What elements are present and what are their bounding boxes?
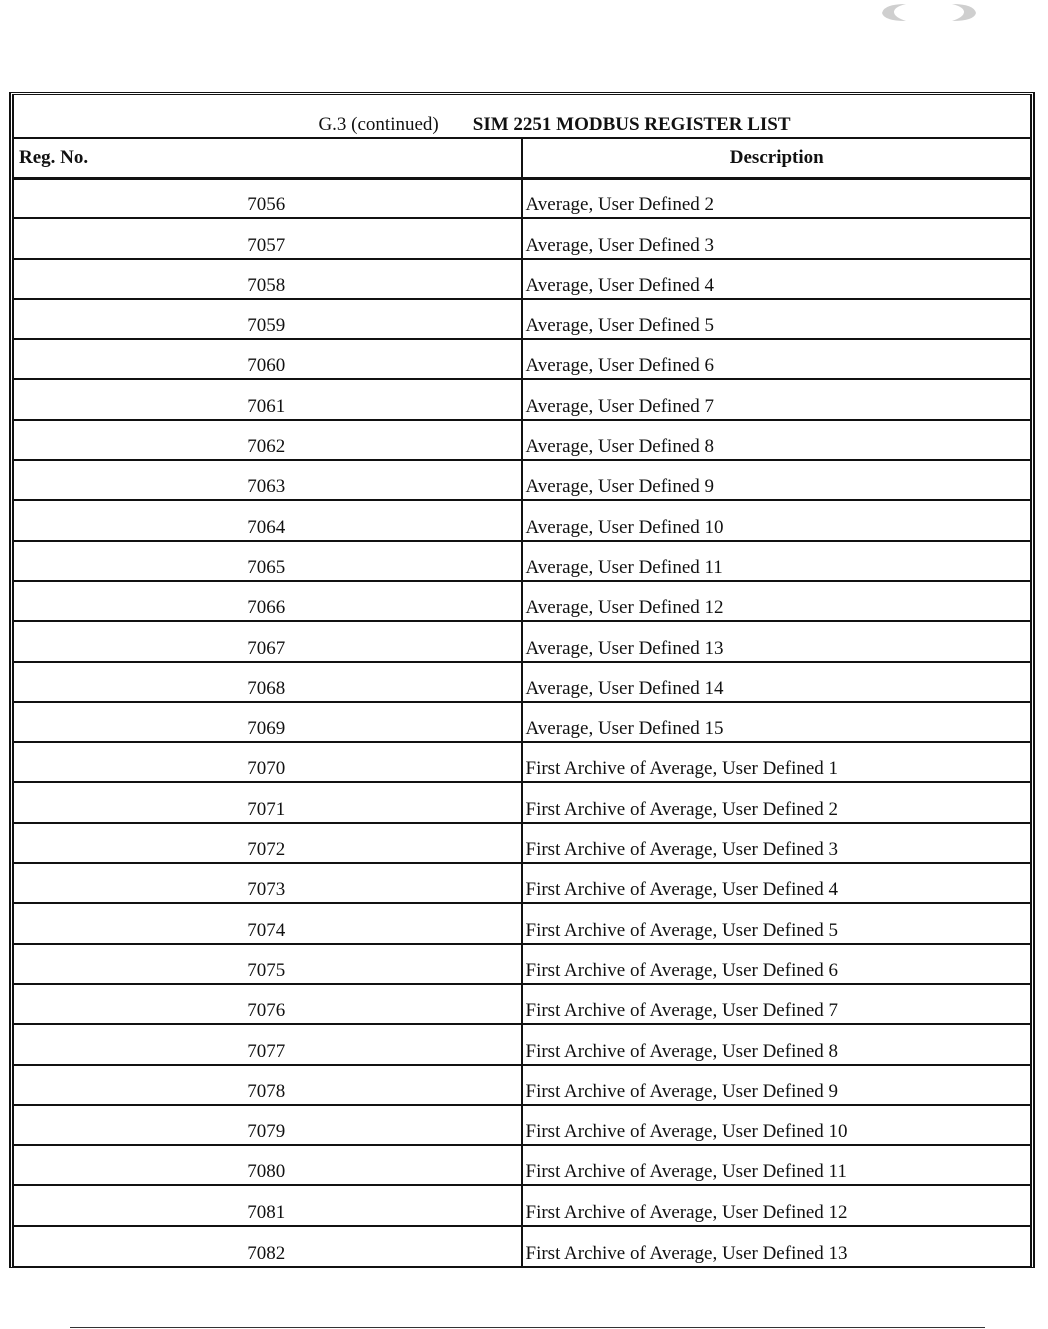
table-title-row: [12, 96, 1031, 138]
description-cell: Average, User Defined 4: [522, 259, 1032, 299]
description-cell: Average, User Defined 15: [522, 702, 1032, 742]
reg-no-cell: 7077: [12, 1024, 522, 1064]
description-cell: First Archive of Average, User Defined 4: [522, 863, 1032, 903]
description-cell: Average, User Defined 11: [522, 541, 1032, 581]
description-cell: Average, User Defined 10: [522, 500, 1032, 540]
reg-no-cell: 7072: [12, 823, 522, 863]
register-list-title: SIM 2251 MODBUS REGISTER LIST: [472, 114, 791, 135]
table-row: [12, 178, 1031, 218]
table-row: [12, 379, 1031, 419]
table-row: [12, 339, 1031, 379]
reg-no-cell: 7060: [12, 339, 522, 379]
table-row: [12, 500, 1031, 540]
reg-no-cell: 7071: [12, 782, 522, 822]
table-row: [12, 420, 1031, 460]
reg-no-cell: 7067: [12, 621, 522, 661]
reg-no-cell: 7070: [12, 742, 522, 782]
description-cell: Average, User Defined 12: [522, 581, 1032, 621]
description-cell: Average, User Defined 9: [522, 460, 1032, 500]
table-row: [12, 944, 1031, 984]
reg-no-cell: 7082: [12, 1226, 522, 1266]
reg-no-cell: 7079: [12, 1105, 522, 1145]
table-row: [12, 460, 1031, 500]
description-cell: First Archive of Average, User Defined 13: [525, 1243, 848, 1265]
reg-no-cell: 7064: [12, 500, 522, 540]
binding-ring-icon: [878, 0, 978, 24]
footer-rule: [70, 1327, 985, 1328]
table-row: [12, 541, 1031, 581]
reg-no-cell: 7068: [12, 662, 522, 702]
table-row: [12, 1226, 1031, 1266]
description-cell: Average, User Defined 8: [522, 420, 1032, 460]
reg-no-cell: 7074: [12, 903, 522, 943]
description-cell: First Archive of Average, User Defined 8: [522, 1024, 1032, 1064]
reg-no-cell: 7062: [12, 420, 522, 460]
table-row: [12, 742, 1031, 782]
description-header: Description: [522, 138, 1032, 178]
reg-no-cell: 7075: [12, 944, 522, 984]
table-row: [12, 1065, 1031, 1105]
table-title: [12, 96, 1031, 138]
reg-no-cell: 7066: [12, 581, 522, 621]
table-row: [12, 621, 1031, 661]
description-cell: First Archive of Average, User Defined 7: [522, 984, 1032, 1024]
table-row: [12, 863, 1031, 903]
reg-no-cell: 7057: [12, 218, 522, 258]
description-cell: First Archive of Average, User Defined 3: [522, 823, 1032, 863]
reg-no-cell: 7076: [12, 984, 522, 1024]
description-cell: Average, User Defined 3: [522, 218, 1032, 258]
description-cell: Average, User Defined 13: [522, 621, 1032, 661]
table-row: [12, 581, 1031, 621]
description-cell: First Archive of Average, User Defined 12: [522, 1185, 1032, 1225]
reg-no-cell: 7069: [12, 702, 522, 742]
description-cell: First Archive of Average, User Defined 10: [522, 1105, 1032, 1145]
register-table: [12, 96, 1031, 1266]
description-cell: First Archive of Average, User Defined 1: [522, 742, 1032, 782]
reg-no-cell: 7080: [12, 1145, 522, 1185]
description-cell: Average, User Defined 2: [522, 178, 1032, 218]
table-row: [12, 1145, 1031, 1185]
reg-no-cell: 7078: [12, 1065, 522, 1105]
description-cell: First Archive of Average, User Defined 5: [522, 903, 1032, 943]
column-header-row: [12, 138, 1031, 178]
reg-no-cell: 7065: [12, 541, 522, 581]
table-row: [12, 984, 1031, 1024]
table-row: [12, 1024, 1031, 1064]
description-cell: First Archive of Average, User Defined 6: [522, 944, 1032, 984]
description-cell: First Archive of Average, User Defined 2: [522, 782, 1032, 822]
description-cell: First Archive of Average, User Defined 11: [522, 1145, 1032, 1185]
table-row: [12, 299, 1031, 339]
reg-no-cell: 7059: [12, 299, 522, 339]
description-cell: Average, User Defined 14: [522, 662, 1032, 702]
reg-no-cell: 7073: [12, 863, 522, 903]
table-row: [12, 1105, 1031, 1145]
reg-no-cell: 7061: [12, 379, 522, 419]
table-row: [12, 903, 1031, 943]
reg-no-header: Reg. No.: [12, 138, 522, 178]
table-row: [12, 782, 1031, 822]
table-row: [12, 823, 1031, 863]
table-row: [12, 1185, 1031, 1225]
table-row: [12, 218, 1031, 258]
section-label: G.3 (continued): [318, 114, 439, 135]
description-cell: Average, User Defined 5: [522, 299, 1032, 339]
description-cell: First Archive of Average, User Defined 9: [522, 1065, 1032, 1105]
table-row: [12, 662, 1031, 702]
description-cell: Average, User Defined 7: [522, 379, 1032, 419]
table-row: [12, 259, 1031, 299]
reg-no-cell: 7081: [12, 1185, 522, 1225]
description-cell: Average, User Defined 6: [522, 339, 1032, 379]
reg-no-cell: 7058: [12, 259, 522, 299]
reg-no-cell: 7056: [12, 178, 522, 218]
table-row: [12, 702, 1031, 742]
reg-no-cell: 7063: [12, 460, 522, 500]
